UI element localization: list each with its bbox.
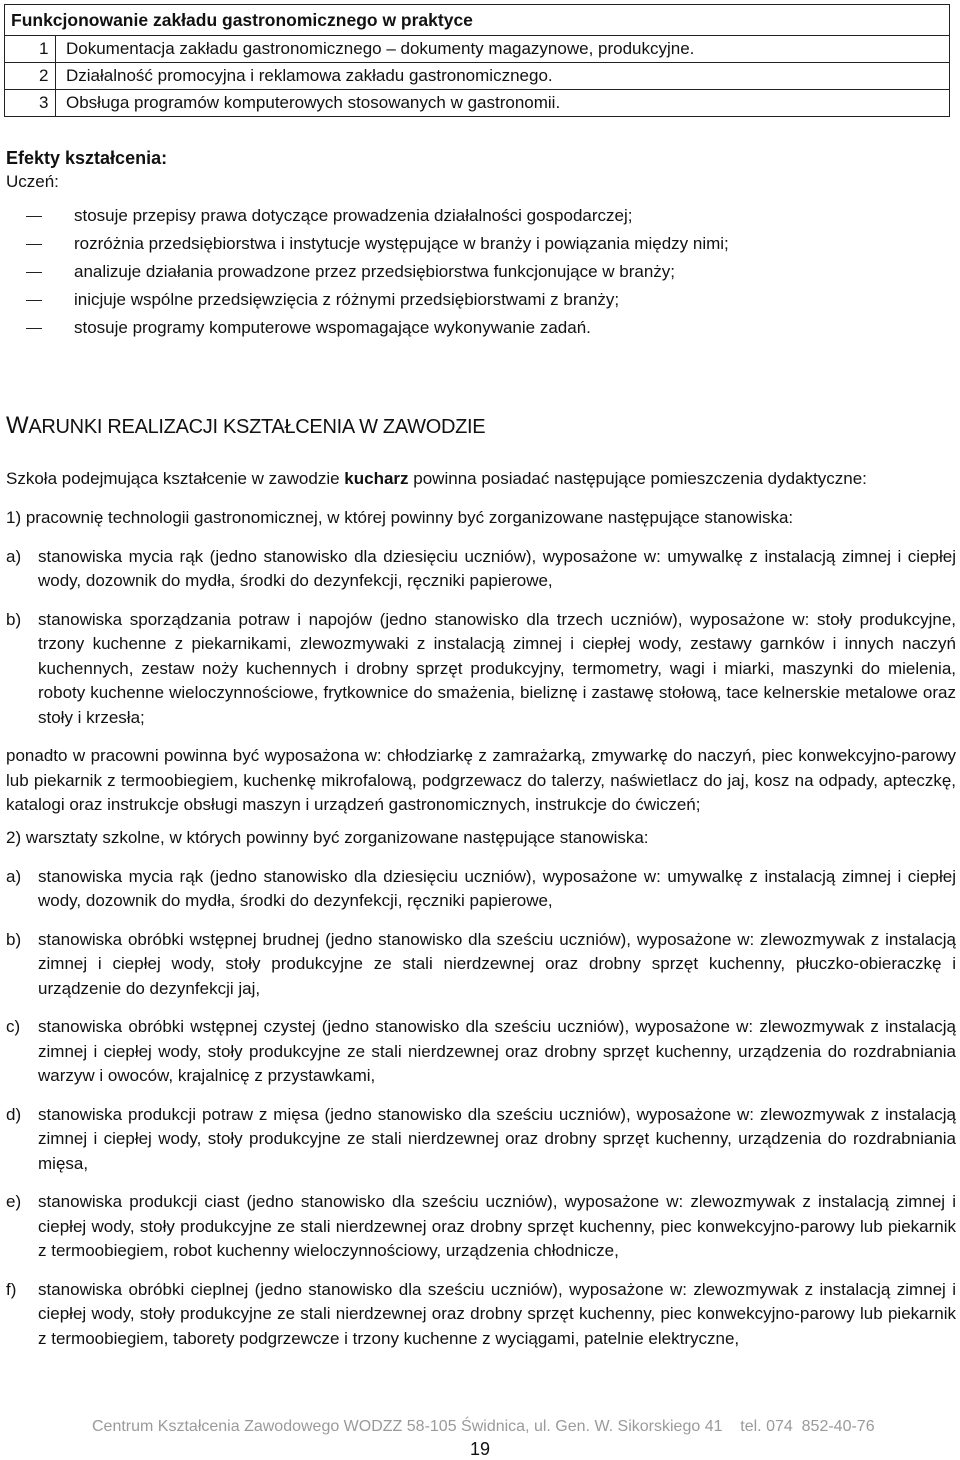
list-item-text: analizuje działania prowadzone przez przedsiębiorstwa funkcjonujące w branży; <box>74 262 676 281</box>
list-item <box>6 608 956 731</box>
section-heading <box>6 412 485 440</box>
workshops-title: 2) warsztaty szkolne, w których powinny być zorganizowane następujące stanowiska: <box>6 828 649 847</box>
intro-text-after: powinna posiadać następujące pomieszczenia dydaktyczne: <box>408 469 867 488</box>
list-item <box>6 865 956 914</box>
page-footer: Centrum Kształcenia Zawodowego WODZZ 58-105 Świdnica, ul. Gen. W. Sikorskiego 41 tel. 074 852-40-76 <box>92 1418 875 1435</box>
table-row <box>5 63 950 90</box>
item-label: b) <box>6 609 22 629</box>
item-text: stanowiska produkcji potraw z mięsa (jedno stanowisko dla sześciu uczniów), wyposażone w: zlewozmywak z instalacją zimnej i ciepłej wody, stoły produkcyjne ze stali nierdzewnej oraz drobny sprzęt kuchenny, urządzenia do rozdrabniania mięsa, <box>38 1104 956 1173</box>
list-item <box>6 545 956 594</box>
dash-bullet-icon <box>26 216 42 217</box>
list-item-text: inicjuje wspólne przedsięwzięcia z różnymi przedsiębiorstwami z branży; <box>74 290 620 309</box>
profession-name: kucharz <box>344 469 409 488</box>
item-label: a) <box>6 866 22 886</box>
table-row <box>5 36 950 63</box>
module-table <box>4 4 950 117</box>
item-text: stanowiska produkcji ciast (jedno stanowisko dla sześciu uczniów), wyposażone w: zlewozmywak z instalacją zimnej i ciepłej wody, stoły produkcyjne ze stali nierdzewnej oraz drobny sprzęt kuchenny, piec konwekcyjno-parowy lub piekarnik z termoobiegiem, robot kuchenny wieloczynnościowy, urządzenia chłodnicze, <box>38 1192 956 1260</box>
list-item <box>6 202 946 230</box>
list-item-text: stosuje programy komputerowe wspomagające wykonywanie zadań. <box>74 318 591 337</box>
list-item <box>6 286 946 314</box>
row-number: 2 <box>5 63 56 90</box>
item-text: stanowiska sporządzania potraw i napojów (jedno stanowisko dla trzech uczniów), wyposażone w: stoły produkcyjne, trzony kuchenne z piekarnikami, zlewozmywaki z instalacją zimnej i ciepłej wody, zestawy garnków i innych naczyń kuchennych, zestaw noży kuchennych i drobny sprzęt produkcyjny, termometry, wagi i miarki, maszynki do mielenia, roboty kuchenne wieloczynnościowe, frytkownice do smażenia, bieliznę i zastawę stołową, tace kelnerskie metalowe oraz stoły i krzesła; <box>38 609 956 727</box>
item-label: a) <box>6 546 22 566</box>
lab-title: 1) pracownię technologii gastronomicznej, w której powinny być zorganizowane następujące stanowiska: <box>6 508 794 527</box>
list-item <box>6 1190 956 1264</box>
list-item <box>6 1015 956 1089</box>
learning-effects <box>6 146 946 342</box>
item-text: stanowiska mycia rąk (jedno stanowisko dla dziesięciu uczniów), wyposażone w: umywalkę z instalacją zimnej i ciepłej wody, dozownik do mydła, środki do dezynfekcji, ręczniki papierowe, <box>38 546 956 590</box>
table-row <box>5 90 950 117</box>
dash-bullet-icon <box>26 272 42 273</box>
row-text: Działalność promocyjna i reklamowa zakładu gastronomicznego. <box>56 63 950 90</box>
list-item <box>6 230 946 258</box>
dash-bullet-icon <box>26 244 42 245</box>
row-number: 1 <box>5 36 56 63</box>
intro-paragraph <box>6 467 956 492</box>
list-item <box>6 258 946 286</box>
item-label: d) <box>6 1104 22 1124</box>
dash-bullet-icon <box>26 300 42 301</box>
list-item <box>6 928 956 1002</box>
lab-extra-equipment: ponadto w pracowni powinna być wyposażona w: chłodziarkę z zamrażarką, zmywarkę do naczyń, piec konwekcyjno-parowy lub piekarnik z termoobiegiem, kuchenkę mikrofalową, podgrzewacz do talerzy, naświetlacz do jaj, kosz na odpady, apteczkę, katalogi oraz instrukcje obsługi maszyn i urządzeń gastronomicznych, instrukcje do ćwiczeń; <box>6 746 956 814</box>
page-number: 19 <box>469 1439 491 1459</box>
list-item <box>6 1278 956 1352</box>
module-table-header: Funkcjonowanie zakładu gastronomicznego w praktyce <box>5 5 950 36</box>
row-number: 3 <box>5 90 56 117</box>
heading-rest: ARUNKI REALIZACJI KSZTAŁCENIA W ZAWODZIE <box>28 416 486 438</box>
lab-section <box>6 506 956 818</box>
list-item <box>6 314 946 342</box>
list-item-text: stosuje przepisy prawa dotyczące prowadzenia działalności gospodarczej; <box>74 206 633 225</box>
heading-initial: W <box>6 412 29 439</box>
list-item-text: rozróżnia przedsiębiorstwa i instytucje występujące w branży i powiązania między nimi; <box>74 234 729 253</box>
item-text: stanowiska obróbki wstępnej czystej (jedno stanowisko dla sześciu uczniów), wyposażone w: zlewozmywak z instalacją zimnej i ciepłej wody, stoły produkcyjne ze stali nierdzewnej oraz drobny sprzęt kuchenny, urządzenia do rozdrabniania warzyw i owoców, krajalnicę z przystawkami, <box>38 1017 956 1085</box>
list-item <box>6 1103 956 1177</box>
item-label: f) <box>6 1279 17 1299</box>
intro-text-before: Szkoła podejmująca kształcenie w zawodzie <box>6 469 345 488</box>
item-text: stanowiska mycia rąk (jedno stanowisko dla dziesięciu uczniów), wyposażone w: umywalkę z instalacją zimnej i ciepłej wody, dozownik do mydła, środki do dezynfekcji, ręczniki papierowe, <box>38 866 956 910</box>
item-label: e) <box>6 1192 22 1211</box>
effects-title: Efekty kształcenia: <box>6 148 168 168</box>
row-text: Dokumentacja zakładu gastronomicznego – dokumenty magazynowe, produkcyjne. <box>56 36 950 63</box>
item-text: stanowiska obróbki wstępnej brudnej (jedno stanowisko dla sześciu uczniów), wyposażone w: zlewozmywak z instalacją zimnej i ciepłej wody, stoły produkcyjne ze stali nierdzewnej oraz drobny sprzęt kuchenny, płuczko-obieraczkę i urządzenie do dezynfekcji jaj, <box>38 929 956 998</box>
row-text: Obsługa programów komputerowych stosowanych w gastronomii. <box>56 90 950 117</box>
item-text: stanowiska obróbki cieplnej (jedno stanowisko dla sześciu uczniów), wyposażone w: zlewozmywak z instalacją zimnej i ciepłej wody, stoły produkcyjne ze stali nierdzewnej oraz drobny sprzęt kuchenny, piec konwekcyjno-parowy lub piekarnik z termoobiegiem, taborety podgrzewcze i trzony kuchenne z wyciągami, patelnie elektryczne, <box>38 1279 956 1348</box>
workshops-section <box>6 826 956 1351</box>
item-label: c) <box>6 1017 21 1036</box>
dash-bullet-icon <box>26 328 42 329</box>
effects-list <box>6 202 946 342</box>
effects-lead: Uczeń: <box>6 172 59 191</box>
item-label: b) <box>6 929 22 949</box>
